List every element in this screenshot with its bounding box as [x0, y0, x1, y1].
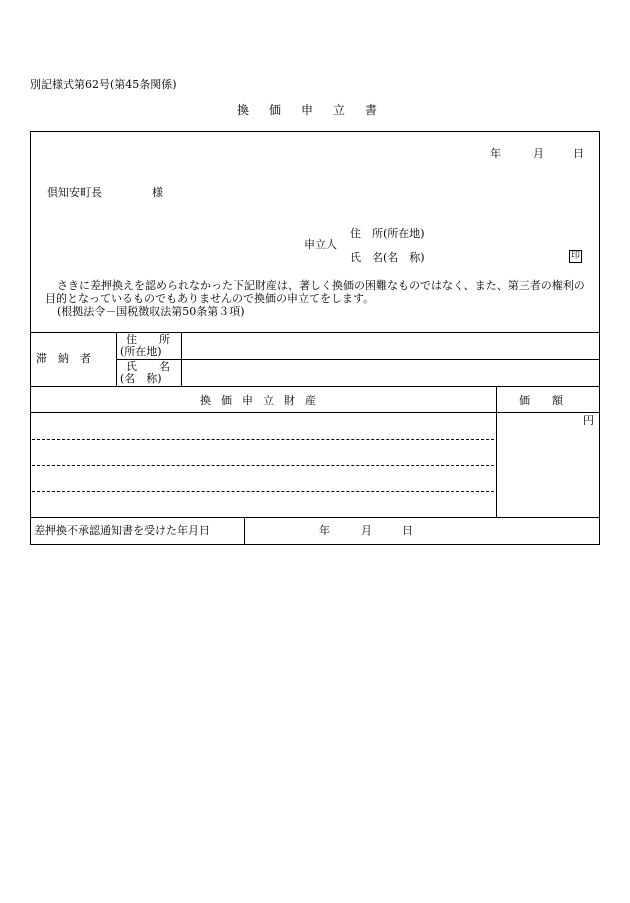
- taxpayer-name-label-2: (名 称): [120, 372, 162, 385]
- property-header-divider: [30, 412, 600, 413]
- notice-day-label: 日: [402, 524, 413, 537]
- divider-taxpayer-section: [30, 386, 600, 387]
- addressee-honorific: 様: [152, 186, 163, 199]
- applicant-label: 申立人: [304, 238, 337, 251]
- taxpayer-address-label-2: (所在地): [120, 345, 162, 358]
- taxpayer-address-label-1: 住 所: [126, 333, 170, 346]
- applicant-name-label: 氏 名(名 称): [350, 251, 425, 264]
- date-day-label: 日: [573, 147, 584, 160]
- property-value-divider: [496, 386, 497, 517]
- form-number: 別記様式第62号(第45条関係): [30, 78, 177, 91]
- notice-divider: [244, 517, 245, 544]
- divider-property-section: [30, 517, 600, 518]
- statement-text: さきに差押換えを認められなかった下記財産は、著しく換価の困難なものではなく、また、第三者の権利の目的となっているものでもありませんので換価の申立てをします。: [45, 279, 585, 305]
- addressee-name: 倶知安町長: [47, 186, 102, 199]
- applicant-address-label: 住 所(所在地): [350, 227, 425, 240]
- notice-year-label: 年: [319, 524, 330, 537]
- date-year-label: 年: [490, 147, 501, 160]
- date-month-label: 月: [533, 147, 544, 160]
- property-row-divider: [32, 465, 494, 466]
- taxpayer-row-divider: [116, 359, 600, 360]
- notice-label: 差押換不承認通知書を受けた年月日: [34, 524, 210, 537]
- form-title: 換価申立書: [237, 103, 398, 117]
- value-header: 価 額: [519, 394, 563, 407]
- taxpayer-label: 滞 納 者: [36, 352, 91, 365]
- statement-paragraph: [45, 279, 590, 318]
- seal-mark: 印: [570, 251, 580, 261]
- notice-month-label: 月: [361, 524, 372, 537]
- property-row-divider: [32, 491, 494, 492]
- legal-basis: (根拠法令－国税徴収法第50条第３項): [57, 305, 245, 318]
- property-row-divider: [32, 439, 494, 440]
- taxpayer-name-label-1: 氏 名: [126, 360, 170, 373]
- currency-unit: 円: [583, 414, 594, 427]
- property-header: 換価申立財産: [200, 394, 326, 407]
